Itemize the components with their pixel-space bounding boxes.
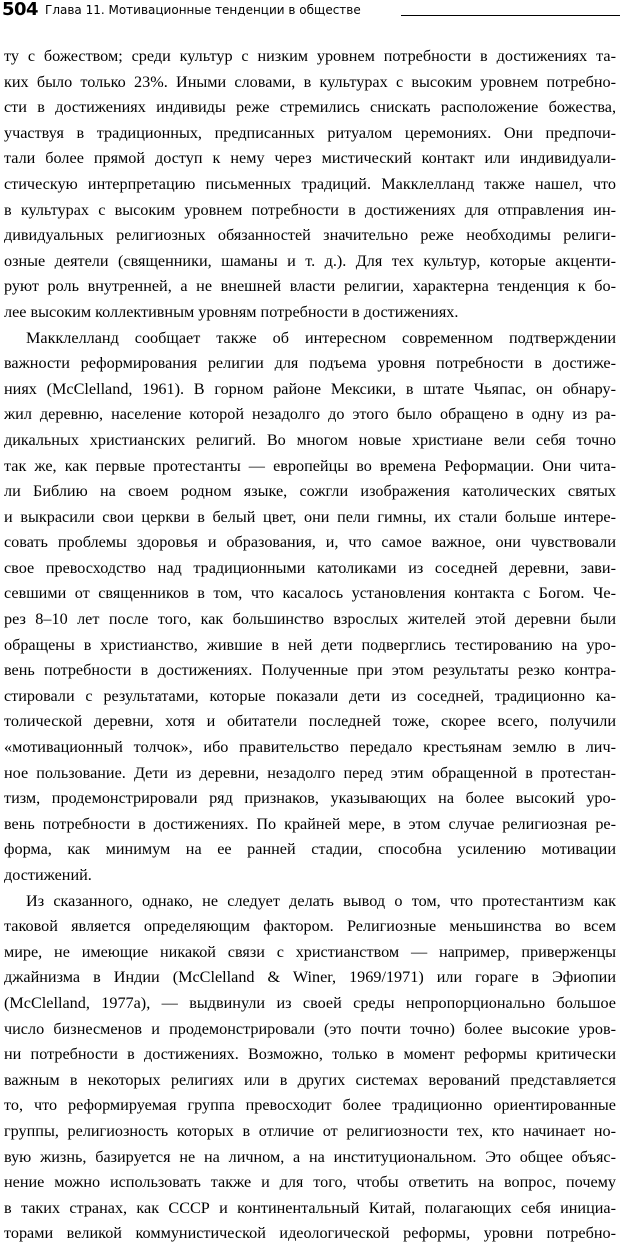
text-line: Макклелланд сообщает также об интересном современном подтверждении xyxy=(26,328,616,347)
text-line: достижений. xyxy=(4,866,92,884)
text-line: вень потребности в достижениях. По крайней мере, в этом случае религиозная ре- xyxy=(4,814,616,833)
text-line: группы, религиозность которых в отличие от религиозности тех, кто начинает но- xyxy=(4,1121,616,1140)
text-line: участвуя в традиционных, предписанных ритуалом церемониях. Они предпочи- xyxy=(4,123,616,142)
text-line: (McClelland, 1977a), — выдвинули из своей среды непропорционально большое xyxy=(4,993,616,1012)
text-line: озные деятели (священники, шаманы и т. д.). Для тех культур, которые акценти- xyxy=(4,251,616,270)
text-line: стировали с результатами, которые показали дети из соседней, традиционно ка- xyxy=(4,686,616,705)
text-line: ниях (McClelland, 1961). В горном районе Мексики, в штате Чьяпас, он обнару- xyxy=(4,379,616,398)
text-line: в культурах с высоким уровнем потребности в достижениях для отправления ин- xyxy=(4,200,616,219)
text-line: ту с божеством; среди культур с низким уровнем потребности в достижениях та- xyxy=(4,47,616,65)
text-line: дивидуальных религиозных обязанностей значительно реже необходимы религи- xyxy=(4,226,616,245)
text-line: стическую интерпретацию письменных традиций. Макклелланд также нашел, что xyxy=(4,174,616,193)
text-line: таковой является определяющим фактором. Религиозные меньшинства во всем xyxy=(4,917,616,936)
text-line: и выкрасили свои церкви в белый цвет, они пели гимны, их стали больше интере- xyxy=(4,507,616,526)
text-line: вень потребности в достижениях. Полученные при этом результаты резко контра- xyxy=(4,661,616,680)
text-line: ни потребности в достижениях. Возможно, только в момент реформы критически xyxy=(4,1045,616,1064)
text-line: ное пользование. Дети из деревни, незадолго перед этим обращенной в протестан- xyxy=(4,763,616,782)
text-line: жил деревню, население которой незадолго до этого было обращено в одну из ра- xyxy=(4,405,616,424)
text-line: свое превосходство над традиционными католиками из соседней деревни, зави- xyxy=(4,558,616,577)
page-number: 504 xyxy=(2,0,39,20)
text-line: обращены в христианство, жившие в ней дети подверглись тестированию на уро- xyxy=(4,635,616,654)
text-line: «мотивационный толчок», ибо правительство передало крестьянам землю в лич- xyxy=(4,738,616,757)
text-line: ких было только 23%. Иными словами, в культурах с высоким уровнем потребно- xyxy=(4,72,616,91)
body-text xyxy=(4,44,616,1247)
text-line: лее высоким коллективным уровням потребности в достижениях. xyxy=(4,302,459,321)
text-line: форма, как минимум на ее ранней стадии, способна усилению мотивации xyxy=(4,840,616,859)
text-line: важным в некоторых религиях или в других системах верований представляется xyxy=(4,1070,616,1089)
text-line: торами великой коммунистической идеологической реформы, уровни потребно- xyxy=(4,1224,616,1243)
text-line: Из сказанного, однако, не следует делать вывод о том, что протестантизм как xyxy=(26,891,616,910)
page-header xyxy=(0,0,620,22)
text-line: тали более прямой доступ к нему через мистический контакт или индивидуали- xyxy=(4,149,616,168)
text-line: совать проблемы здоровья и образования, и, что самое важное, они чувствовали xyxy=(4,533,616,552)
text-line: рез 8–10 лет после того, как большинство взрослых жителей этой деревни были xyxy=(4,610,616,629)
text-line: дикальных христианских религий. Во многом новые христиане вели себя точно xyxy=(4,430,616,449)
text-line: важности реформирования религии для подъема уровня потребности в достиже- xyxy=(4,354,616,373)
text-line: вую жизнь, базируется не на личном, а на институциональном. Это общее объяс- xyxy=(4,1147,616,1166)
text-line: то, что реформируемая группа превосходит более традиционно ориентированные xyxy=(4,1096,616,1115)
text-line: нение можно использовать также и для того, чтобы ответить на вопрос, почему xyxy=(4,1173,616,1192)
text-line: мире, не имеющие никакой связи с христианством — например, приверженцы xyxy=(4,942,616,961)
header-rule xyxy=(401,15,620,16)
text-line: тизм, продемонстрировали ряд признаков, указывающих на более высокий уро- xyxy=(4,789,616,808)
text-line: джайнизма в Индии (McClelland & Winer, 1969/1971) или гораге в Эфиопии xyxy=(4,968,616,987)
text-line: толической деревни, хотя и обитатели последней тоже, скорее всего, получили xyxy=(4,712,616,731)
text-line: число бизнесменов и продемонстрировали (это почти точно) более высокие уров- xyxy=(4,1019,616,1038)
text-line: ли Библию на своем родном языке, сожгли изображения католических святых xyxy=(4,482,616,501)
running-head: Глава 11. Мотивационные тенденции в обществе xyxy=(45,3,361,17)
text-line: руют роль внутренней, а не внешней власти религии, характерна тенденция к бо- xyxy=(4,277,616,296)
text-line: так же, как первые протестанты — европейцы во времена Реформации. Они чита- xyxy=(4,456,616,475)
text-line: в таких странах, как СССР и континентальный Китай, полагающих себя инициа- xyxy=(4,1198,616,1217)
text-line: сти в достижениях индивиды реже стремились снискать расположение божества, xyxy=(4,98,616,117)
text-line: севшими от священников в том, что касалось установления контакта с Богом. Че- xyxy=(4,584,616,603)
